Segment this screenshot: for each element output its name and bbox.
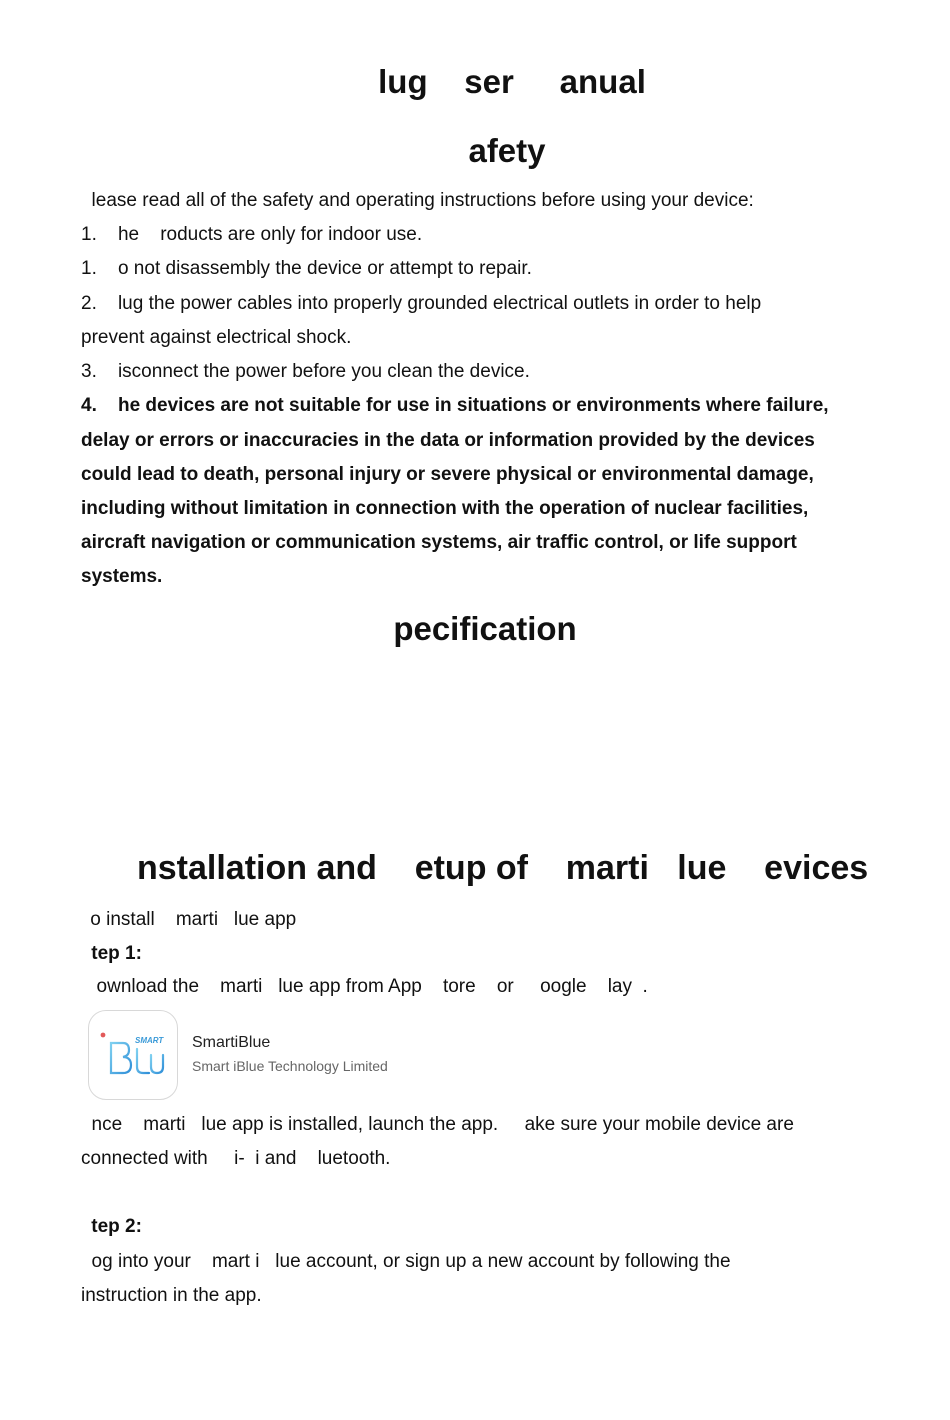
app-store-listing[interactable]	[88, 1010, 428, 1102]
after-install-line: nce marti lue app is installed, launch the app. ake sure your mobile device are	[81, 1114, 794, 1135]
safety-item: 1. he roducts are only for indoor use.	[81, 224, 423, 245]
specification-heading: pecification	[393, 610, 577, 647]
after-install-line: connected with i- i and luetooth.	[81, 1148, 391, 1169]
smartiblue-app-icon[interactable]	[88, 1010, 178, 1100]
safety-item: 1. o not disassembly the device or attempt to repair.	[81, 258, 532, 279]
safety-warning-line: 4. he devices are not suitable for use in situations or environments where failure,	[81, 395, 829, 416]
safety-intro: lease read all of the safety and operating instructions before using your device:	[81, 190, 754, 211]
safety-item-continuation: prevent against electrical shock.	[81, 327, 352, 348]
safety-warning-line: aircraft navigation or communication systems, air traffic control, or life support	[81, 532, 797, 553]
safety-heading: afety	[468, 132, 546, 169]
installation-subheading: o install marti lue app	[85, 909, 297, 930]
installation-heading: nstallation and etup of marti lue evices	[137, 849, 869, 887]
step2-line: og into your mart i lue account, or sign up a new account by following the	[81, 1251, 731, 1272]
app-icon-label: SMART	[135, 1036, 164, 1045]
step2-line: instruction in the app.	[81, 1285, 262, 1306]
app-developer: Smart iBlue Technology Limited	[192, 1058, 388, 1074]
safety-warning-line: delay or errors or inaccuracies in the data or information provided by the devices	[81, 430, 815, 451]
safety-item: 2. lug the power cables into properly grounded electrical outlets in order to help	[81, 293, 762, 314]
safety-warning-line: systems.	[81, 566, 163, 587]
step1-label: tep 1:	[86, 943, 142, 964]
safety-item: 3. isconnect the power before you clean the device.	[81, 361, 530, 382]
safety-warning-line: could lead to death, personal injury or severe physical or environmental damage,	[81, 464, 814, 485]
document-title: lug ser anual	[378, 63, 646, 100]
step1-text: ownload the marti lue app from App tore or oogle lay .	[86, 976, 648, 997]
safety-warning-line: including without limitation in connection with the operation of nuclear facilities,	[81, 498, 809, 519]
app-name[interactable]: SmartiBlue	[192, 1034, 271, 1051]
step2-label: tep 2:	[86, 1216, 142, 1237]
